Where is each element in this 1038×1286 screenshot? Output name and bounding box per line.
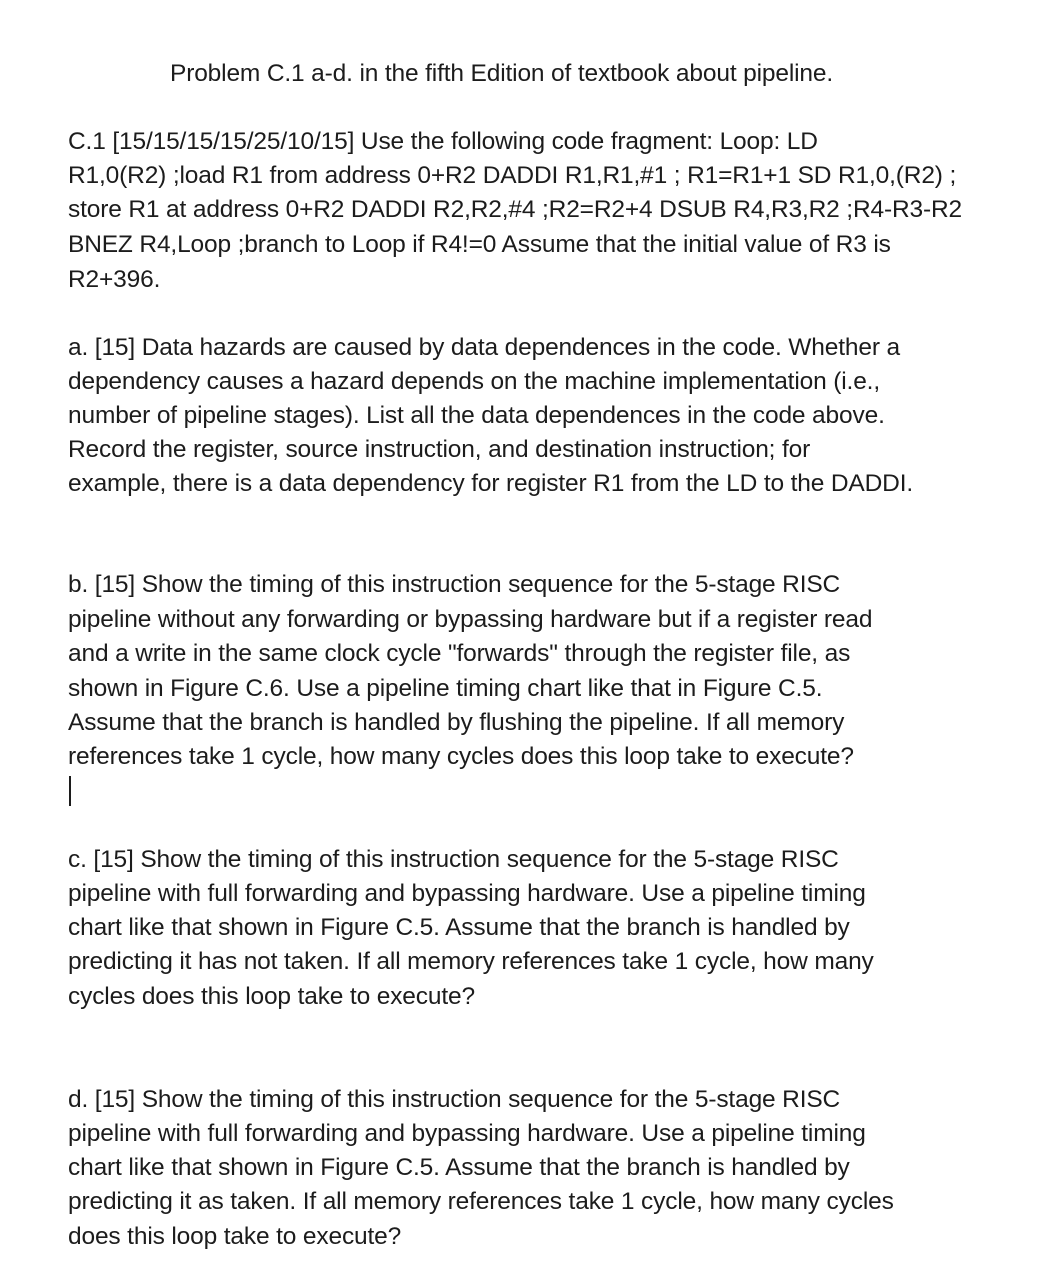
intro-line: C.1 [15/15/15/15/25/10/15] Use the following code fragment: Loop: LD [68,128,818,155]
part-b-line: b. [15] Show the timing of this instruction sequence for the 5-stage RISC [68,571,841,598]
part-a-line: example, there is a data dependency for register R1 from the LD to the DADDI. [68,470,914,497]
part-d-line: predicting it as taken. If all memory references take 1 cycle, how many cycles [68,1188,894,1215]
part-a-line: Record the register, source instruction, and destination instruction; for [68,436,811,463]
part-c-line: pipeline with full forwarding and bypassing hardware. Use a pipeline timing [68,880,866,907]
part-c-line: predicting it has not taken. If all memory references take 1 cycle, how many [68,948,874,975]
part-a-line: a. [15] Data hazards are caused by data dependences in the code. Whether a [68,334,900,361]
part-d-line: d. [15] Show the timing of this instruction sequence for the 5-stage RISC [68,1086,841,1113]
part-b-line: pipeline without any forwarding or bypassing hardware but if a register read [68,606,873,633]
intro-line: BNEZ R4,Loop ;branch to Loop if R4!=0 Assume that the initial value of R3 is [68,231,891,258]
part-d-line: pipeline with full forwarding and bypassing hardware. Use a pipeline timing [68,1120,866,1147]
part-b-line: and a write in the same clock cycle "forwards" through the register file, as [68,640,851,667]
part-b-line: shown in Figure C.6. Use a pipeline timing chart like that in Figure C.5. [68,675,823,702]
part-b-line: references take 1 cycle, how many cycles does this loop take to execute? [68,743,854,770]
intro-line: store R1 at address 0+R2 DADDI R2,R2,#4 ;R2=R2+4 DSUB R4,R3,R2 ;R4-R3-R2 [68,196,963,223]
part-b-line: Assume that the branch is handled by flushing the pipeline. If all memory [68,709,845,736]
text-cursor [69,776,71,806]
part-a-line: number of pipeline stages). List all the data dependences in the code above. [68,402,885,429]
part-c-line: chart like that shown in Figure C.5. Assume that the branch is handled by [68,914,850,941]
intro-line: R1,0(R2) ;load R1 from address 0+R2 DADDI R1,R1,#1 ; R1=R1+1 SD R1,0,(R2) ; [68,162,957,189]
intro-line: R2+396. [68,266,161,293]
part-c-line: cycles does this loop take to execute? [68,983,475,1010]
part-d-line: chart like that shown in Figure C.5. Assume that the branch is handled by [68,1154,850,1181]
part-d-line: does this loop take to execute? [68,1223,402,1250]
page-title: Problem C.1 a-d. in the fifth Edition of textbook about pipeline. [170,60,834,87]
part-c-line: c. [15] Show the timing of this instruction sequence for the 5-stage RISC [68,846,839,873]
part-a-line: dependency causes a hazard depends on the machine implementation (i.e., [68,368,880,395]
